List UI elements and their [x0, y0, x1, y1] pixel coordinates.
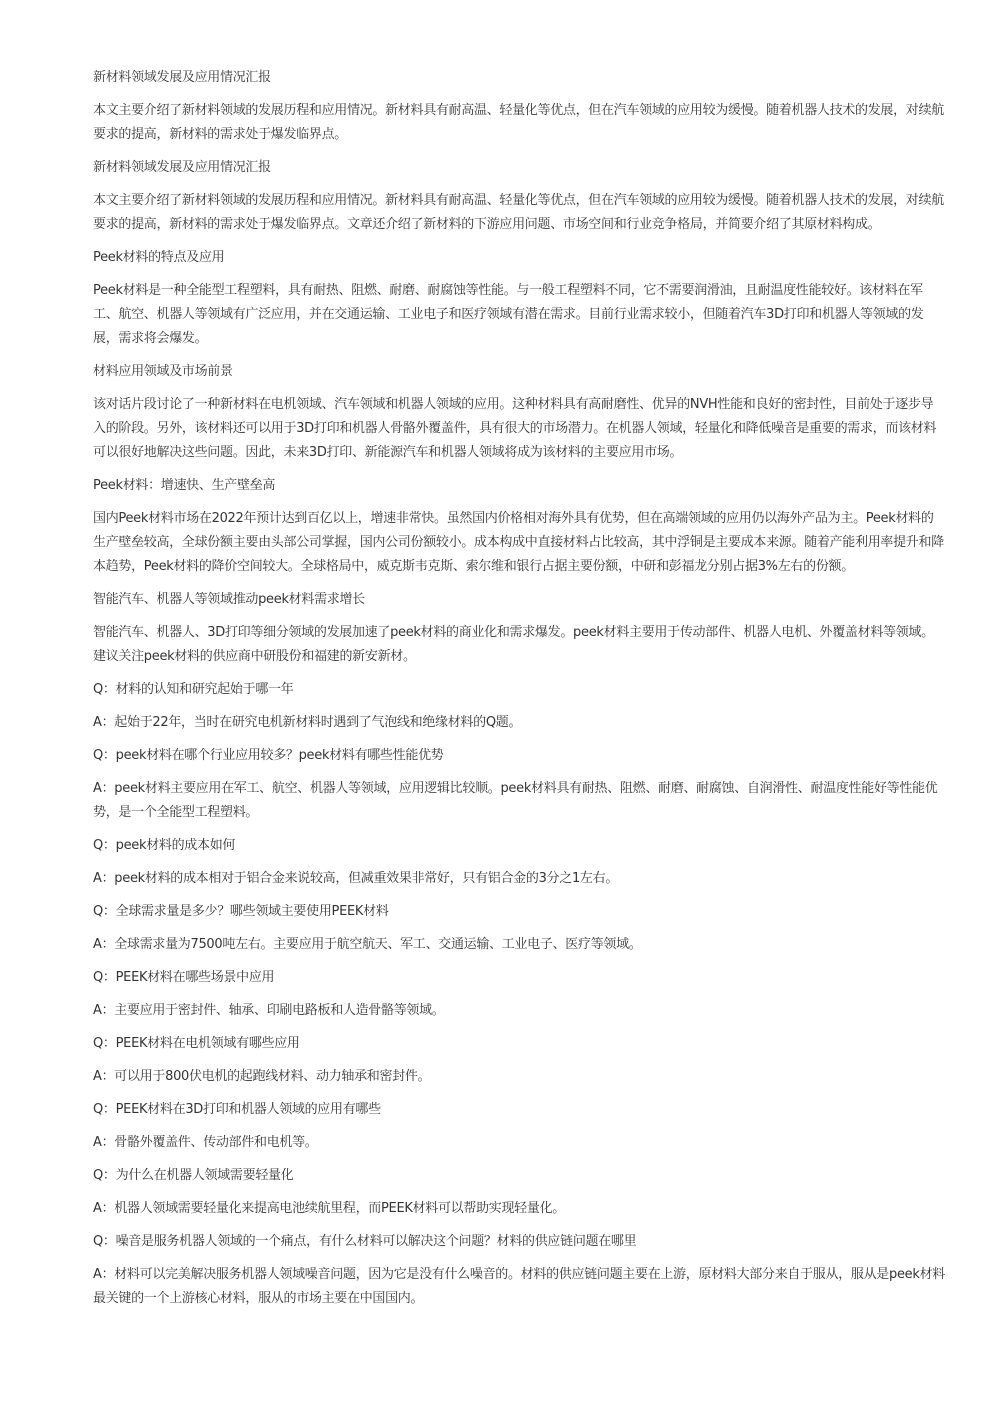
qa-answer: A：主要应用于密封件、轴承、印刷电路板和人造骨骼等领域。	[93, 1003, 445, 1018]
qa-answer: A：可以用于800伏电机的起跑线材料、动力轴承和密封件。	[93, 1069, 431, 1084]
section-paragraph: Peek材料是一种全能型工程塑料，具有耐热、阻燃、耐磨、耐腐蚀等性能。与一般工程塑料不同，它不需要润滑油，且耐温度性能较好。该材料在军工、航空、机器人等领域有广泛应用，并在交通运输、工业电子和医疗领域有潜在需求。目前行业需求较小，但随着汽车3D打印和机器人等领域的发展，需求将会爆发。	[93, 283, 924, 346]
section-heading: 智能汽车、机器人等领域推动peek材料需求增长	[93, 592, 365, 607]
qa-answer: A：骨骼外覆盖件、传动部件和电机等。	[93, 1135, 318, 1150]
qa-answer: A：peek材料的成本相对于铝合金来说较高，但减重效果非常好，只有铝合金的3分之1左右。	[93, 871, 619, 886]
qa-question: Q：PEEK材料在哪些场景中应用	[93, 970, 275, 985]
qa-question: Q：PEEK材料在电机领域有哪些应用	[93, 1036, 300, 1051]
summary-paragraph: 本文主要介绍了新材料领域的发展历程和应用情况。新材料具有耐高温、轻量化等优点，但在汽车领域的应用较为缓慢。随着机器人技术的发展，对续航要求的提高，新材料的需求处于爆发临界点。	[93, 103, 944, 142]
section-heading: 材料应用领域及市场前景	[93, 364, 233, 379]
section-paragraph: 该对话片段讨论了一种新材料在电机领域、汽车领域和机器人领域的应用。这种材料具有高耐磨性、优异的NVH性能和良好的密封性，目前处于逐步导入的阶段。另外，该材料还可以用于3D打印和机器人骨骼外覆盖件，具有很大的市场潜力。在机器人领域，轻量化和降低噪音是重要的需求，而该材料可以很好地解决这些问题。因此，未来3D打印、新能源汽车和机器人领域将成为该材料的主要应用市场。	[93, 397, 937, 460]
qa-answer: A：起始于22年，当时在研究电机新材料时遇到了气泡线和绝缘材料的Q题。	[93, 715, 522, 730]
qa-question: Q：peek材料在哪个行业应用较多？peek材料有哪些性能优势	[93, 748, 444, 763]
qa-question: Q：材料的认知和研究起始于哪一年	[93, 682, 294, 697]
section-heading: 新材料领域发展及应用情况汇报	[93, 70, 271, 85]
qa-answer: A：材料可以完美解决服务机器人领域噪音问题，因为它是没有什么噪音的。材料的供应链问题主要在上游，原材料大部分来自于服从，服从是peek材料最关键的一个上游核心材料，服从的市场主要在中国国内。	[93, 1267, 945, 1306]
qa-question: Q：全球需求量是多少？哪些领域主要使用PEEK材料	[93, 904, 389, 919]
qa-question: Q：peek材料的成本如何	[93, 838, 236, 853]
qa-question: Q：为什么在机器人领域需要轻量化	[93, 1168, 294, 1183]
section-heading: 新材料领域发展及应用情况汇报	[93, 160, 271, 175]
summary-paragraph: 本文主要介绍了新材料领域的发展历程和应用情况。新材料具有耐高温、轻量化等优点，但在汽车领域的应用较为缓慢。随着机器人技术的发展，对续航要求的提高，新材料的需求处于爆发临界点。文章还介绍了新材料的下游应用问题、市场空间和行业竞争格局，并简要介绍了其原材料构成。	[93, 193, 944, 232]
qa-answer: A：peek材料主要应用在军工、航空、机器人等领域，应用逻辑比较顺。peek材料具有耐热、阻燃、耐磨、耐腐蚀、自润滑性、耐温度性能好等性能优势，是一个全能型工程塑料。	[93, 781, 938, 820]
document-page	[93, 66, 945, 1320]
qa-question: Q：PEEK材料在3D打印和机器人领域的应用有哪些	[93, 1102, 381, 1117]
qa-question: Q：噪音是服务机器人领域的一个痛点，有什么材料可以解决这个问题？材料的供应链问题在哪里	[93, 1234, 637, 1249]
section-paragraph: 国内Peek材料市场在2022年预计达到百亿以上，增速非常快。虽然国内价格相对海外具有优势，但在高端领域的应用仍以海外产品为主。Peek材料的生产壁垒较高，全球份额主要由头部公司掌握，国内公司份额较小。成本构成中直接材料占比较高，其中浮铜是主要成本来源。随着产能利用率提升和降本趋势，Peek材料的降价空间较大。全球格局中，威克斯韦克斯、索尔维和银行占据主要份额，中研和彭福龙分别占据3%左右的份额。	[93, 511, 944, 574]
qa-answer: A：全球需求量为7500吨左右。主要应用于航空航天、军工、交通运输、工业电子、医疗等领域。	[93, 937, 642, 952]
section-paragraph: 智能汽车、机器人、3D打印等细分领域的发展加速了peek材料的商业化和需求爆发。peek材料主要用于传动部件、机器人电机、外覆盖材料等领域。建议关注peek材料的供应商中研股份和福建的新安新材。	[93, 625, 934, 664]
section-heading: Peek材料：增速快、生产壁垒高	[93, 478, 276, 493]
section-heading: Peek材料的特点及应用	[93, 250, 225, 265]
qa-answer: A：机器人领域需要轻量化来提高电池续航里程，而PEEK材料可以帮助实现轻量化。	[93, 1201, 565, 1216]
